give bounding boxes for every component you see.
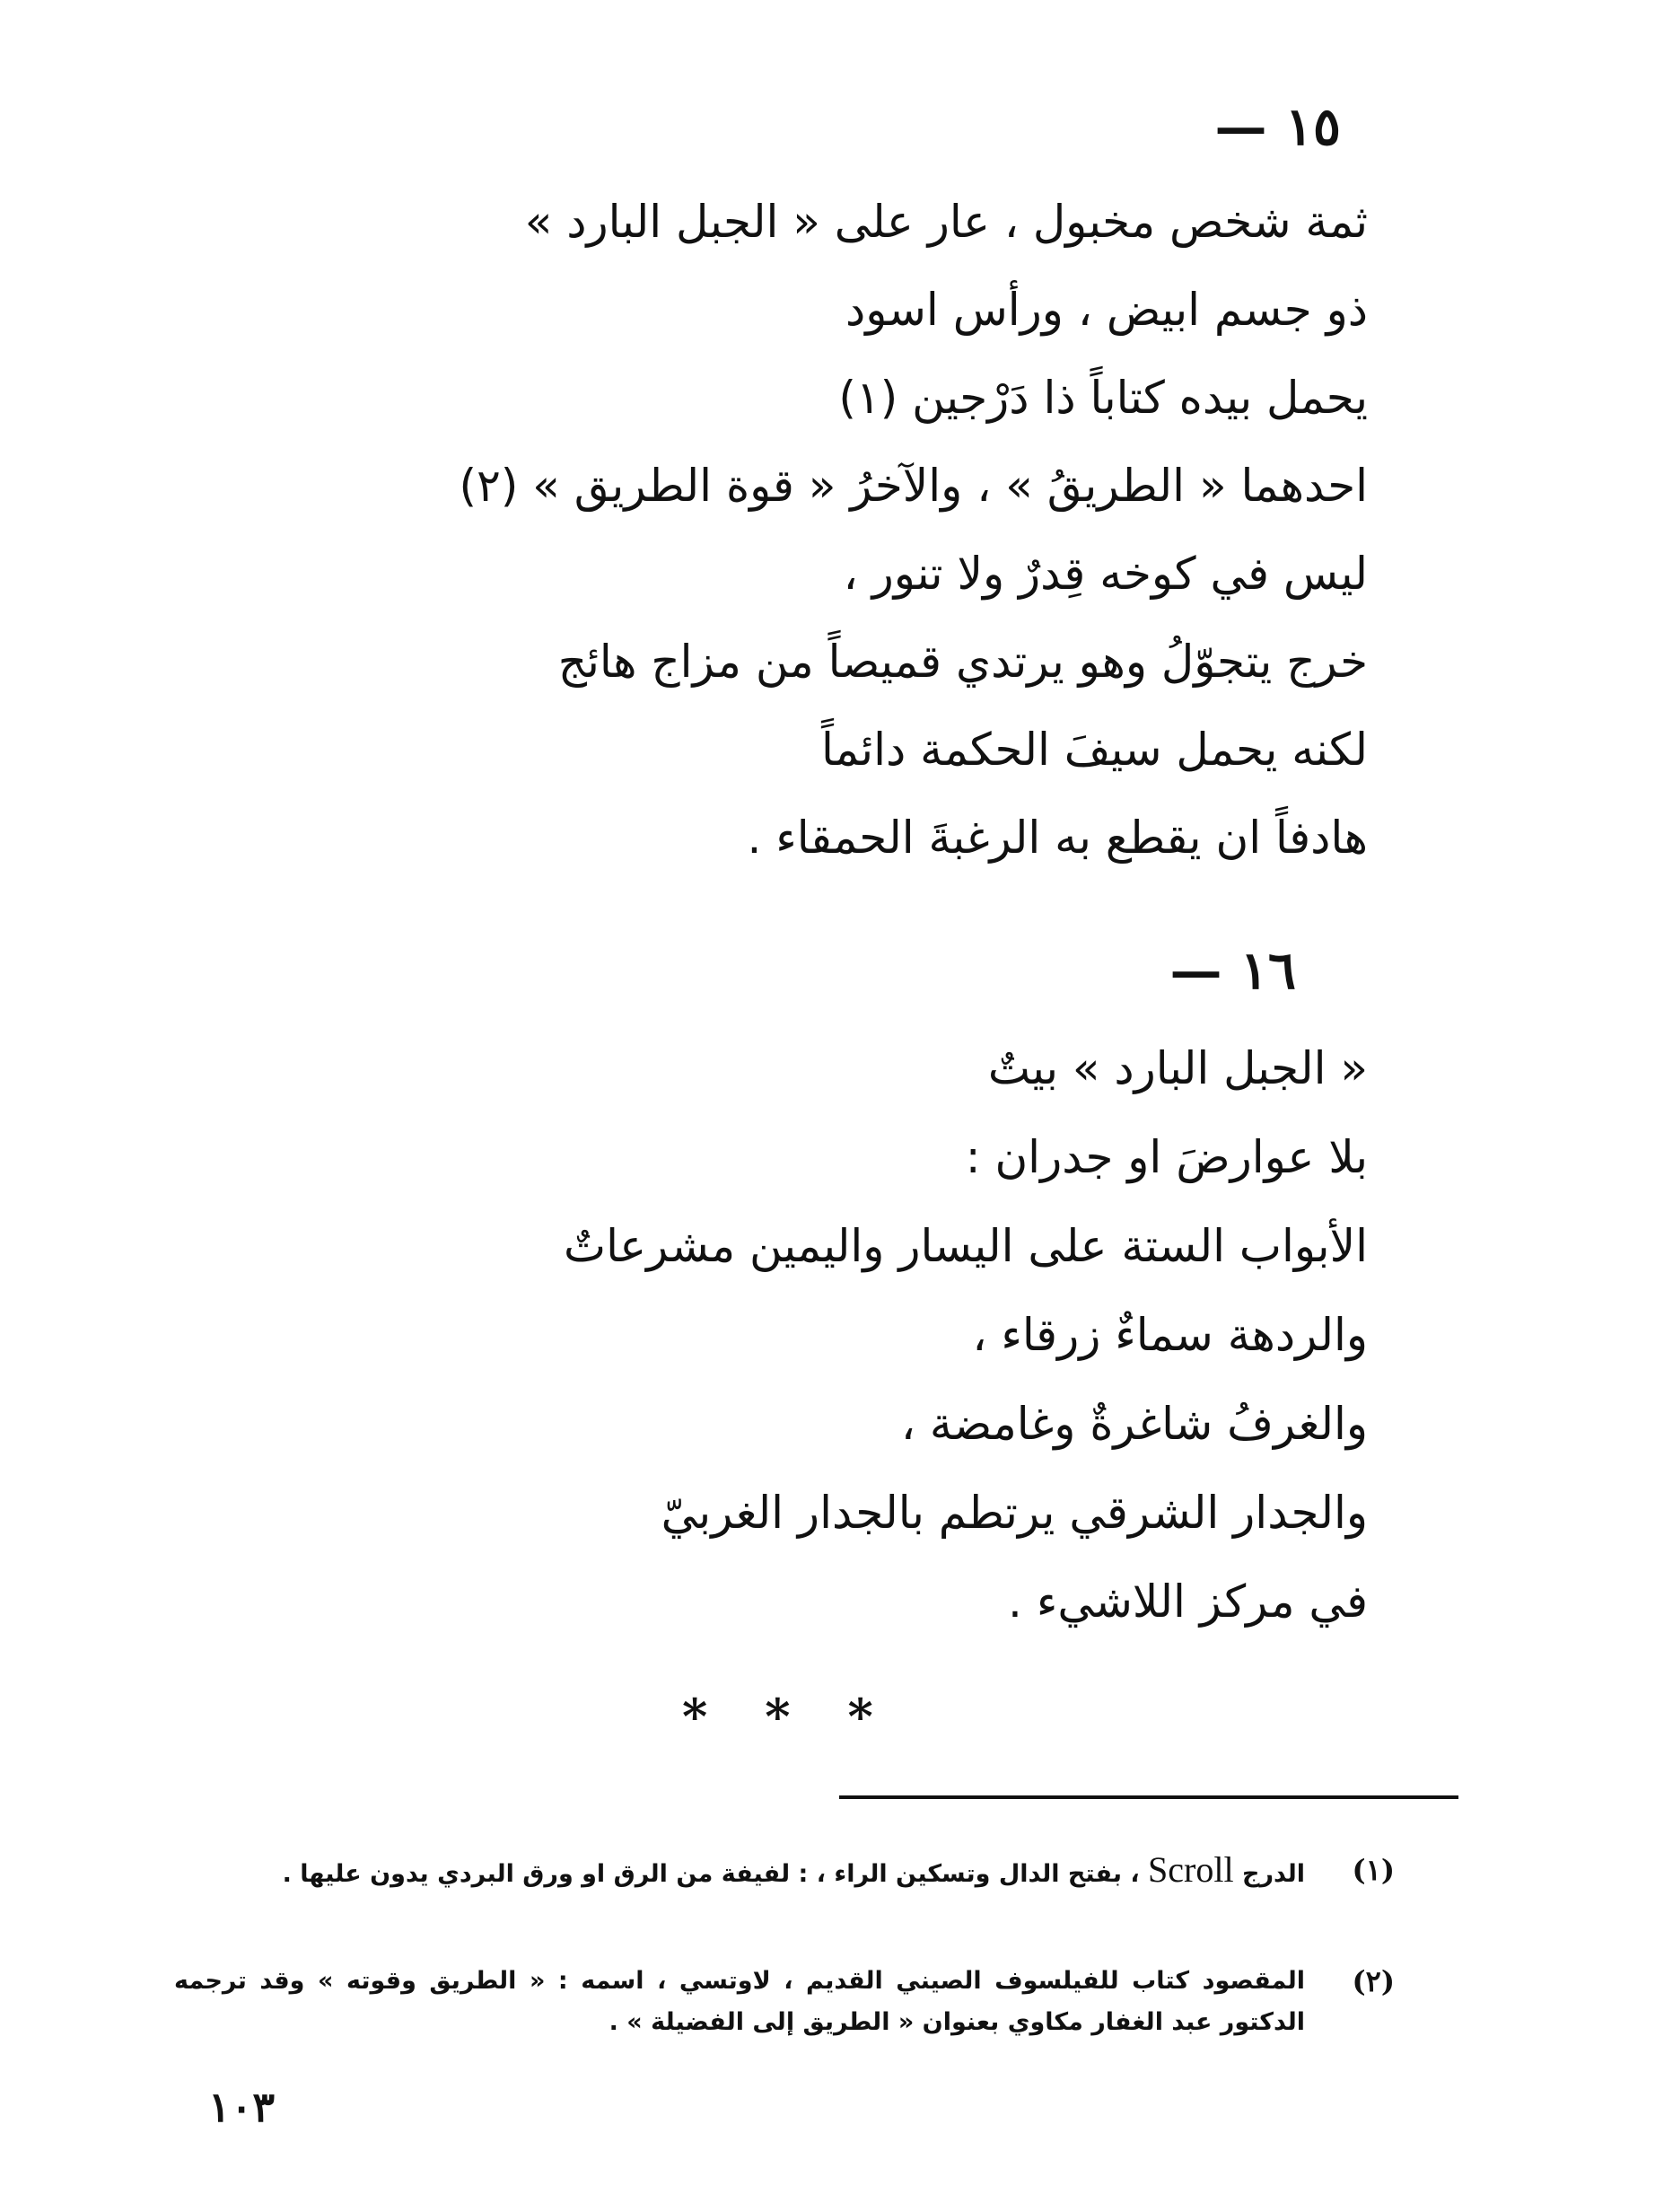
footnote-marker: (١) [1352,1853,1395,1887]
poem-line: « الجبل البارد » بيتٌ [987,1042,1368,1094]
footnote-1 [174,1849,1395,1895]
footnote-rule [839,1795,1458,1799]
footnote-text: الدرج [1242,1860,1305,1888]
poem-line: والجدار الشرقي يرتطم بالجدار الغربيّ [661,1487,1368,1539]
poem-line: ذو جسم ابيض ، ورأس اسود [845,284,1368,336]
poem-line: احدهما « الطريقُ » ، والآخرُ « قوة الطريق » (٢) [459,460,1368,512]
section-separator: *** [682,1688,931,1745]
section-number-16: ١٦ — [1169,940,1296,1001]
page-number: ١٠٣ [208,2083,276,2131]
poem-line: يحمل بيده كتاباً ذا دَرْجين (١) [838,372,1368,424]
section-number-15: ١٥ — [1214,96,1341,157]
poem-line: ثمة شخص مخبول ، عار على « الجبل البارد » [524,196,1368,248]
poem-line: خرج يتجوّلُ وهو يرتدي قميصاً من مزاج هائج [557,636,1368,688]
poem-line: بلا عوارضَ او جدران : [965,1131,1368,1183]
footnote-2 [174,1961,1395,2043]
poem-line: هادفاً ان يقطع به الرغبةَ الحمقاء . [747,812,1368,864]
footnote-latin-term: Scroll [1148,1849,1234,1890]
poem-line: والردهة سماءٌ زرقاء ، [972,1309,1368,1361]
footnote-marker: (٢) [1352,1964,1395,1998]
footnote-text: ، بفتح الدال وتسكين الراء ، : لفيفة من الرق او ورق البردي يدون عليها . [282,1860,1140,1888]
poem-line: في مركز اللاشيء . [1008,1576,1368,1628]
poem-line: والغرفُ شاغرةٌ وغامضة ، [900,1398,1368,1450]
poem-line: الأبواب الستة على اليسار واليمين مشرعاتٌ [564,1220,1368,1272]
poem-line: لكنه يحمل سيفَ الحكمة دائماً [821,724,1368,776]
footnote-text: المقصود كتاب للفيلسوف الصيني القديم ، لاوتسي ، اسمه : « الطريق وقوته » وقد ترجمه الدكتور عبد الغفار مكاوي بعنوان « الطريق إلى الفضيلة » . [174,1967,1305,2036]
poem-line: ليس في كوخه قِدرٌ ولا تنور ، [843,548,1368,600]
